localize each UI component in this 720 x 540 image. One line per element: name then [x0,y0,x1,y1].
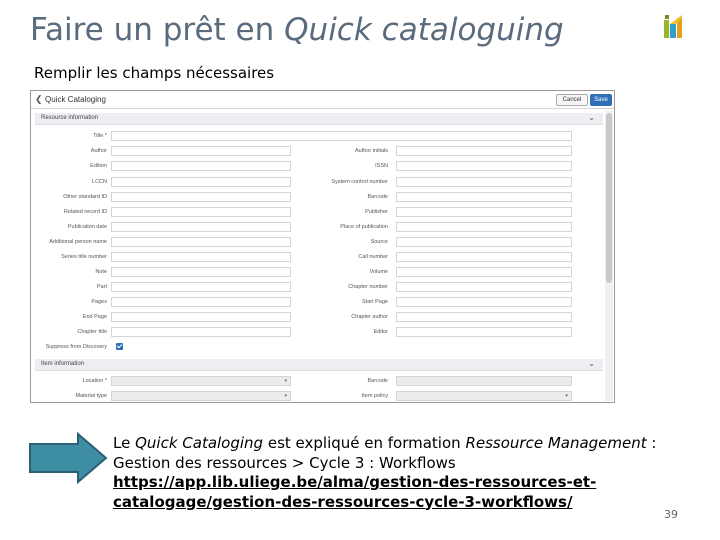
text-segment: Le [113,434,136,452]
field-label-chapter-number: Chapter number [348,284,388,290]
title-input[interactable] [111,131,572,141]
volume-input[interactable] [396,267,572,277]
field-label-lccn: LCCN [92,179,107,185]
field-label-additional-person: Additional person name [49,239,107,245]
field-label-material-type: Material type [75,393,107,399]
pages-input[interactable] [111,297,291,307]
field-label-item-barcode: Barcode [367,378,388,384]
field-label-chapter-title: Chapter title [77,329,107,335]
field-label-editor: Editor [373,329,388,335]
link-line-1[interactable]: https://app.lib.uliege.be/alma/gestion-des-ressources-et- [113,473,597,491]
link-line-2[interactable]: catalogage/gestion-des-ressources-cycle-3-workflows/ [113,492,573,511]
section-resource-information[interactable] [35,113,603,125]
save-button[interactable]: Save [590,94,612,106]
chevron-down-icon[interactable]: ⌄ [588,359,595,368]
field-label-end-page: End Page [82,314,107,320]
field-label-call-number: Call number [358,254,388,260]
body-line-2: Gestion des ressources > Cycle 3 : Workflows [113,453,456,472]
end-page-input[interactable] [111,312,291,322]
other-standard-id-input[interactable] [111,192,291,202]
section-label: Resource information [41,115,99,121]
location-select[interactable] [111,376,291,386]
field-label-related-record-id: Related record ID [63,209,107,215]
field-label-barcode: Barcode [367,194,388,200]
item-barcode-input[interactable] [396,376,572,386]
barcode-input[interactable] [396,192,572,202]
logo-icon [664,14,686,40]
page-number: 39 [664,508,678,521]
field-label-part: Part [96,284,107,290]
scrollbar[interactable] [605,111,613,401]
field-label-source: Source [370,239,388,245]
call-number-input[interactable] [396,252,572,262]
source-input[interactable] [396,237,572,247]
field-label-place: Place of publication [340,224,388,230]
text-segment: : [646,434,657,452]
lccn-input[interactable] [111,177,291,187]
note-input[interactable] [111,267,291,277]
text-ressource-management: Ressource Management [465,434,647,452]
slide-title [30,12,564,48]
publication-date-input[interactable] [111,222,291,232]
field-label-series-title: Series title number [61,254,107,260]
field-label-author: Author [90,148,107,154]
publisher-input[interactable] [396,207,572,217]
chevron-left-icon[interactable]: ❮ [35,94,43,104]
edition-input[interactable] [111,161,291,171]
author-input[interactable] [111,146,291,156]
section-label: Item information [41,361,85,367]
field-label-location: Location * [82,378,107,384]
additional-person-input[interactable] [111,237,291,247]
field-label-publisher: Publisher [365,209,388,215]
material-type-select[interactable] [111,391,291,401]
app-header [31,91,614,109]
suppress-checkbox[interactable] [116,343,123,350]
slide-subtitle: Remplir les champs nécessaires [34,64,275,82]
system-control-input[interactable] [396,177,572,187]
field-label-system-control: System control number [331,179,388,185]
field-label-item-policy: Item policy [361,393,388,399]
field-label-chapter-author: Chapter author [351,314,388,320]
field-label-issn: ISSN [375,163,388,169]
author-initials-input[interactable] [396,146,572,156]
field-label-title: Title * [93,133,107,139]
item-policy-select[interactable] [396,391,572,401]
field-label-suppress: Suppress from Discovery [45,344,107,350]
scrollbar-thumb[interactable] [606,113,612,283]
body-text [113,434,673,512]
chapter-author-input[interactable] [396,312,572,322]
place-input[interactable] [396,222,572,232]
text-segment: est expliqué en formation [263,434,466,452]
editor-input[interactable] [396,327,572,337]
section-item-information[interactable] [35,359,603,371]
series-title-input[interactable] [111,252,291,262]
related-record-id-input[interactable] [111,207,291,217]
field-label-volume: Volume [369,269,388,275]
right-arrow-icon [28,432,108,484]
caret-down-icon: ▾ [284,393,287,399]
cancel-button[interactable]: Cancel [556,94,588,106]
start-page-input[interactable] [396,297,572,307]
field-label-author-initials: Author initials [354,148,388,154]
caret-down-icon: ▾ [284,378,287,384]
chapter-title-input[interactable] [111,327,291,337]
issn-input[interactable] [396,161,572,171]
body-line-1 [113,434,673,454]
field-label-start-page: Start Page [362,299,388,305]
title-italic: Quick cataloguing [284,12,564,48]
title-plain: Faire un prêt en [30,12,285,48]
app-title: Quick Cataloging [45,95,106,104]
chapter-number-input[interactable] [396,282,572,292]
quick-cataloging-screenshot [30,90,615,403]
chevron-down-icon[interactable]: ⌄ [588,113,595,122]
text-quick-cataloging: Quick Cataloging [135,434,264,452]
part-input[interactable] [111,282,291,292]
field-label-publication-date: Publication date [67,224,107,230]
field-label-other-standard-id: Other standard ID [63,194,107,200]
field-label-pages: Pages [91,299,107,305]
field-label-note: Note [95,269,107,275]
field-label-edition: Edition [90,163,107,169]
caret-down-icon: ▾ [565,393,568,399]
